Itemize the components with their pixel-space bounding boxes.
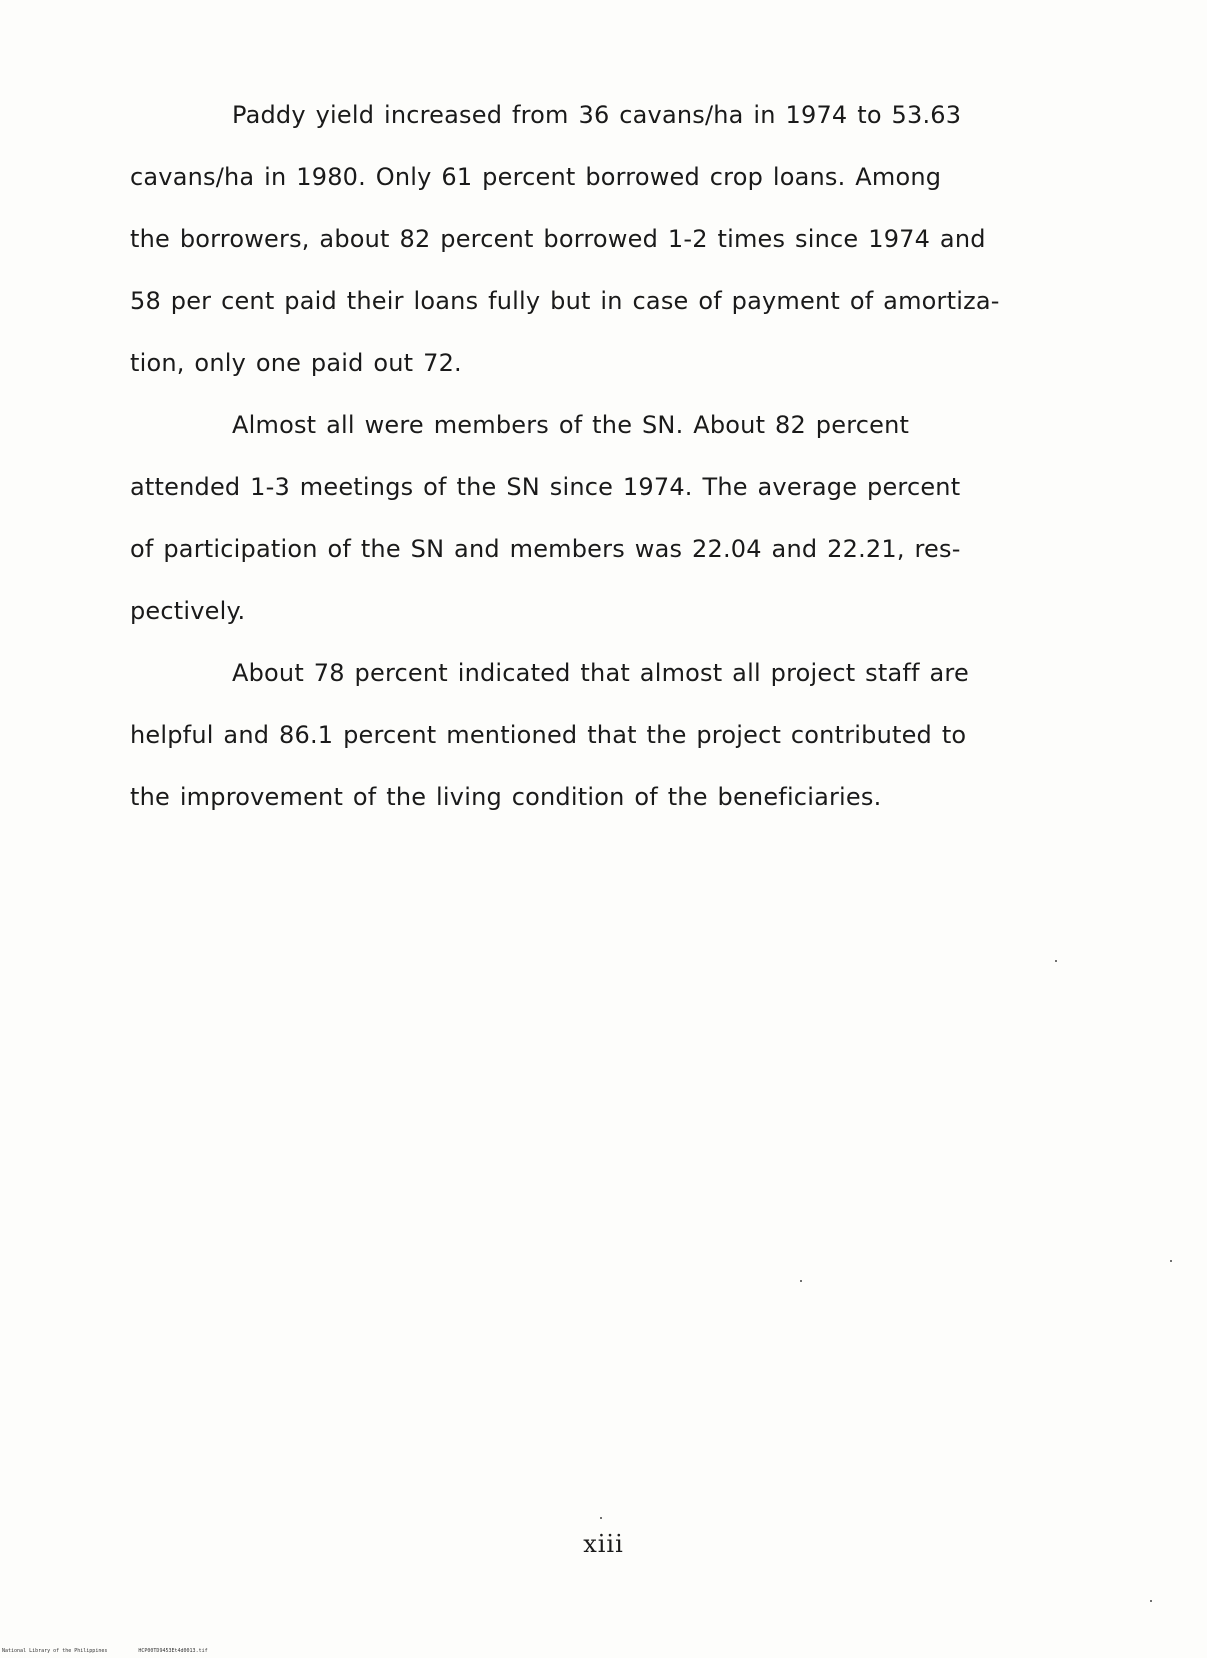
text-line: Almost all were members of the SN. About 82 percent xyxy=(232,411,910,439)
scan-speck xyxy=(600,1517,602,1519)
text-line: About 78 percent indicated that almost all project staff are xyxy=(232,659,969,687)
scan-footer xyxy=(2,1648,236,1654)
text-line: tion, only one paid out 72. xyxy=(130,349,462,377)
scan-speck xyxy=(1055,960,1057,962)
footer-file-id: HCP00TD9453Et4d0013.tif xyxy=(138,1648,208,1654)
scan-speck xyxy=(800,1280,802,1282)
text-line: Paddy yield increased from 36 cavans/ha in 1974 to 53.63 xyxy=(232,101,962,129)
text-line: 58 per cent paid their loans fully but in case of payment of amortiza- xyxy=(130,287,1000,315)
text-line: attended 1-3 meetings of the SN since 1974. The average percent xyxy=(130,473,961,501)
footer-library: National Library of the Philippines xyxy=(2,1648,108,1654)
page-number: xiii xyxy=(583,1530,624,1558)
scan-speck xyxy=(1170,1260,1172,1262)
text-line: the borrowers, about 82 percent borrowed 1-2 times since 1974 and xyxy=(130,225,986,253)
text-line: of participation of the SN and members was 22.04 and 22.21, res- xyxy=(130,535,961,563)
scan-speck xyxy=(1150,1600,1152,1602)
text-line: helpful and 86.1 percent mentioned that the project contributed to xyxy=(130,721,967,749)
text-line: cavans/ha in 1980. Only 61 percent borrowed crop loans. Among xyxy=(130,163,942,191)
text-line: pectively. xyxy=(130,597,246,625)
text-line: the improvement of the living condition of the beneficiaries. xyxy=(130,783,882,811)
